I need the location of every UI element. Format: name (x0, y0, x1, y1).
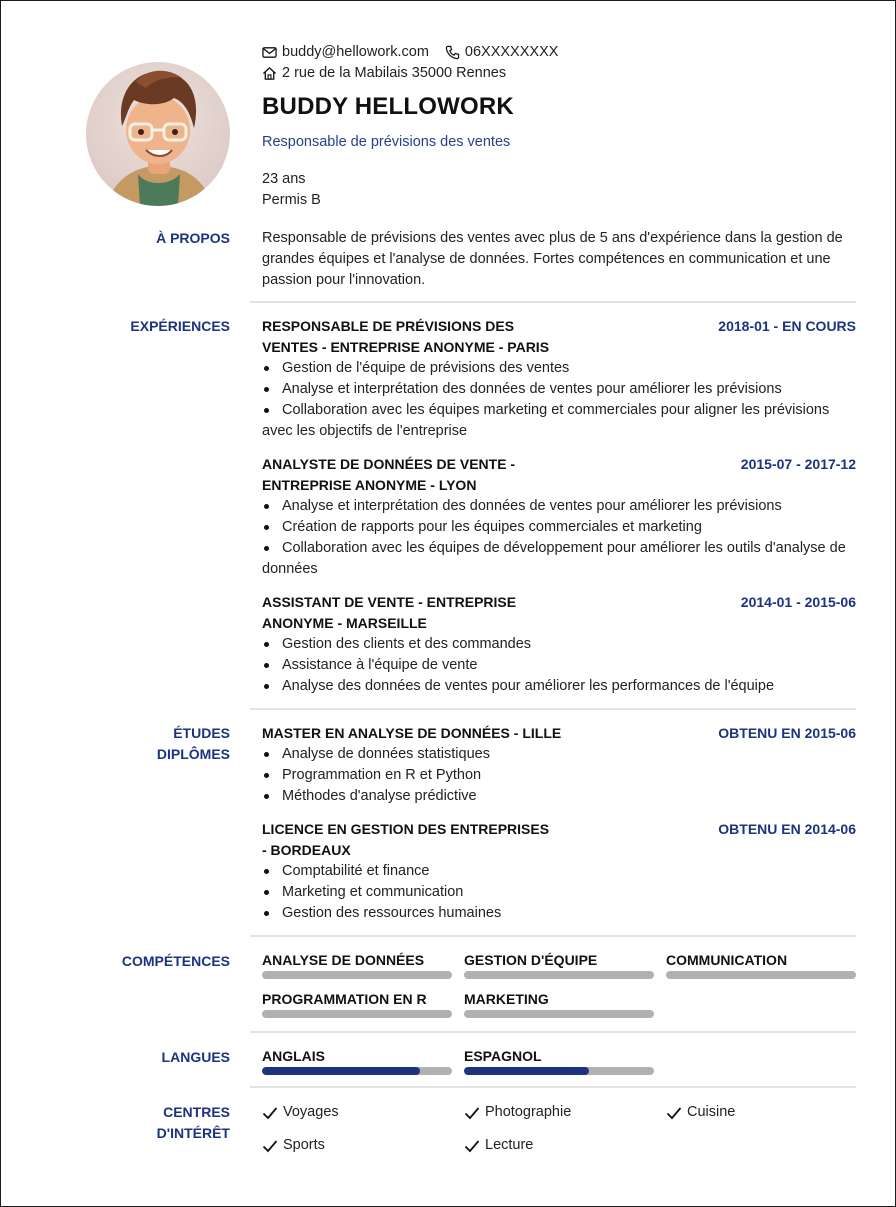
check-icon (262, 1106, 278, 1120)
experience-date: 2014-01 - 2015-06 (740, 594, 856, 610)
divider (250, 935, 856, 937)
address-item (262, 65, 506, 81)
email-text: buddy@hellowork.com (282, 44, 429, 60)
phone-text: 06XXXXXXXX (464, 44, 559, 60)
mail-icon (262, 45, 277, 60)
skill-bar (464, 971, 654, 979)
education-date: OBTENU EN 2014-06 (718, 821, 856, 837)
section-label-experience: EXPÉRIENCES (130, 318, 230, 334)
bullet-item: Gestion de l'équipe de prévisions des ventes (262, 358, 856, 379)
language-item (464, 1047, 654, 1075)
languages-grid (262, 1047, 856, 1075)
skill-name: MARKETING (464, 991, 549, 1007)
interest-item (464, 1135, 666, 1156)
education-entry (262, 819, 856, 924)
bullet-item: Comptabilité et finance (262, 861, 856, 882)
interest-label: Lecture (485, 1137, 534, 1153)
skill-bar (262, 971, 452, 979)
bullet-item: Création de rapports pour les équipes commerciales et marketing (262, 517, 856, 538)
bullet-item: Marketing et communication (262, 882, 856, 903)
skill-bar (464, 1010, 654, 1018)
divider (250, 1086, 856, 1088)
address-text: 2 rue de la Mabilais 35000 Rennes (282, 65, 507, 81)
experience-title: RESPONSABLE DE PRÉVISIONS DES VENTES - ENTREPRISE ANONYME - PARIS (262, 318, 550, 355)
check-icon (666, 1106, 682, 1120)
skill-item (464, 951, 654, 979)
education-entry (262, 723, 856, 807)
candidate-name: BUDDY HELLOWORK (262, 93, 514, 120)
experience-entry (262, 592, 856, 697)
bullet-item: Programmation en R et Python (262, 765, 856, 786)
section-label-interests (1, 1102, 230, 1144)
experience-date: 2018-01 - EN COURS (718, 318, 856, 334)
bullet-item: Analyse des données de ventes pour améliorer les performances de l'équipe (262, 676, 856, 697)
skill-bar (666, 971, 856, 979)
section-label-line: ÉTUDES (173, 725, 230, 741)
language-bar (262, 1067, 452, 1075)
interest-item (262, 1102, 464, 1123)
section-label-line: D'INTÉRÊT (156, 1125, 230, 1141)
interest-item (464, 1102, 666, 1123)
interest-item (262, 1135, 464, 1156)
check-icon (464, 1106, 480, 1120)
skill-item (262, 990, 452, 1018)
divider (250, 708, 856, 710)
bullet-item: Assistance à l'équipe de vente (262, 655, 856, 676)
avatar (86, 62, 230, 206)
age: 23 ans (262, 171, 306, 187)
section-label-about: À PROPOS (156, 230, 230, 246)
divider (250, 1031, 856, 1033)
bullet-item: Méthodes d'analyse prédictive (262, 786, 856, 807)
bullet-item: Collaboration avec les équipes de développement pour améliorer les outils d'analyse de données (262, 538, 856, 580)
language-name: ESPAGNOL (464, 1048, 542, 1064)
interest-label: Sports (283, 1137, 325, 1153)
education-title: MASTER EN ANALYSE DE DONNÉES - LILLE (262, 725, 562, 741)
bullet-item: Analyse de données statistiques (262, 744, 856, 765)
divider (250, 301, 856, 303)
experience-entry (262, 316, 856, 442)
experience-title: ANALYSTE DE DONNÉES DE VENTE - ENTREPRISE ANONYME - LYON (262, 456, 516, 493)
language-item (262, 1047, 452, 1075)
bullet-item: Gestion des ressources humaines (262, 903, 856, 924)
home-icon (262, 66, 277, 81)
language-bar-fill (262, 1067, 420, 1075)
check-icon (464, 1139, 480, 1153)
experience-title: ASSISTANT DE VENTE - ENTREPRISE ANONYME - MARSEILLE (262, 594, 517, 631)
phone-icon (445, 45, 460, 60)
skill-name: PROGRAMMATION EN R (262, 991, 427, 1007)
driving-license: Permis B (262, 192, 321, 208)
education-date: OBTENU EN 2015-06 (718, 725, 856, 741)
language-name: ANGLAIS (262, 1048, 325, 1064)
email-item[interactable] (262, 44, 429, 60)
interest-label: Voyages (283, 1104, 339, 1120)
skill-item (666, 951, 856, 979)
skill-name: GESTION D'ÉQUIPE (464, 952, 598, 968)
experience-date: 2015-07 - 2017-12 (740, 456, 856, 472)
interests-grid (262, 1102, 856, 1156)
skill-bar (262, 1010, 452, 1018)
section-label-education (1, 723, 230, 765)
section-label-skills: COMPÉTENCES (121, 953, 230, 969)
bullet-item: Gestion des clients et des commandes (262, 634, 856, 655)
contact-line-1 (262, 44, 574, 60)
skill-item (464, 990, 654, 1018)
interest-label: Cuisine (687, 1104, 736, 1120)
interest-item (666, 1102, 856, 1123)
bullet-item: Analyse et interprétation des données de ventes pour améliorer les prévisions (262, 379, 856, 400)
bullet-item: Analyse et interprétation des données de ventes pour améliorer les prévisions (262, 496, 856, 517)
language-bar-fill (464, 1067, 589, 1075)
section-label-languages: LANGUES (161, 1049, 230, 1065)
check-icon (262, 1139, 278, 1153)
skill-name: ANALYSE DE DONNÉES (262, 952, 425, 968)
job-title: Responsable de prévisions des ventes (262, 134, 511, 150)
education-title: LICENCE EN GESTION DES ENTREPRISES - BORDEAUX (262, 821, 550, 858)
experience-entry (262, 454, 856, 580)
language-bar (464, 1067, 654, 1075)
contact-line-2 (262, 65, 522, 81)
bullet-item: Collaboration avec les équipes marketing et commerciales pour aligner les prévisions avec les objectifs de l'entreprise (262, 400, 856, 442)
section-label-line: DIPLÔMES (156, 746, 230, 762)
skill-name: COMMUNICATION (666, 952, 788, 968)
about-text: Responsable de prévisions des ventes avec plus de 5 ans d'expérience dans la gestion de grandes équipes et l'analyse de données. Fortes compétences en communication et une passion pour l'innovation. (262, 230, 843, 288)
phone-item[interactable] (445, 44, 559, 60)
skills-grid (262, 951, 856, 1018)
section-label-line: CENTRES (163, 1104, 230, 1120)
interest-label: Photographie (485, 1104, 572, 1120)
skill-item (262, 951, 452, 979)
